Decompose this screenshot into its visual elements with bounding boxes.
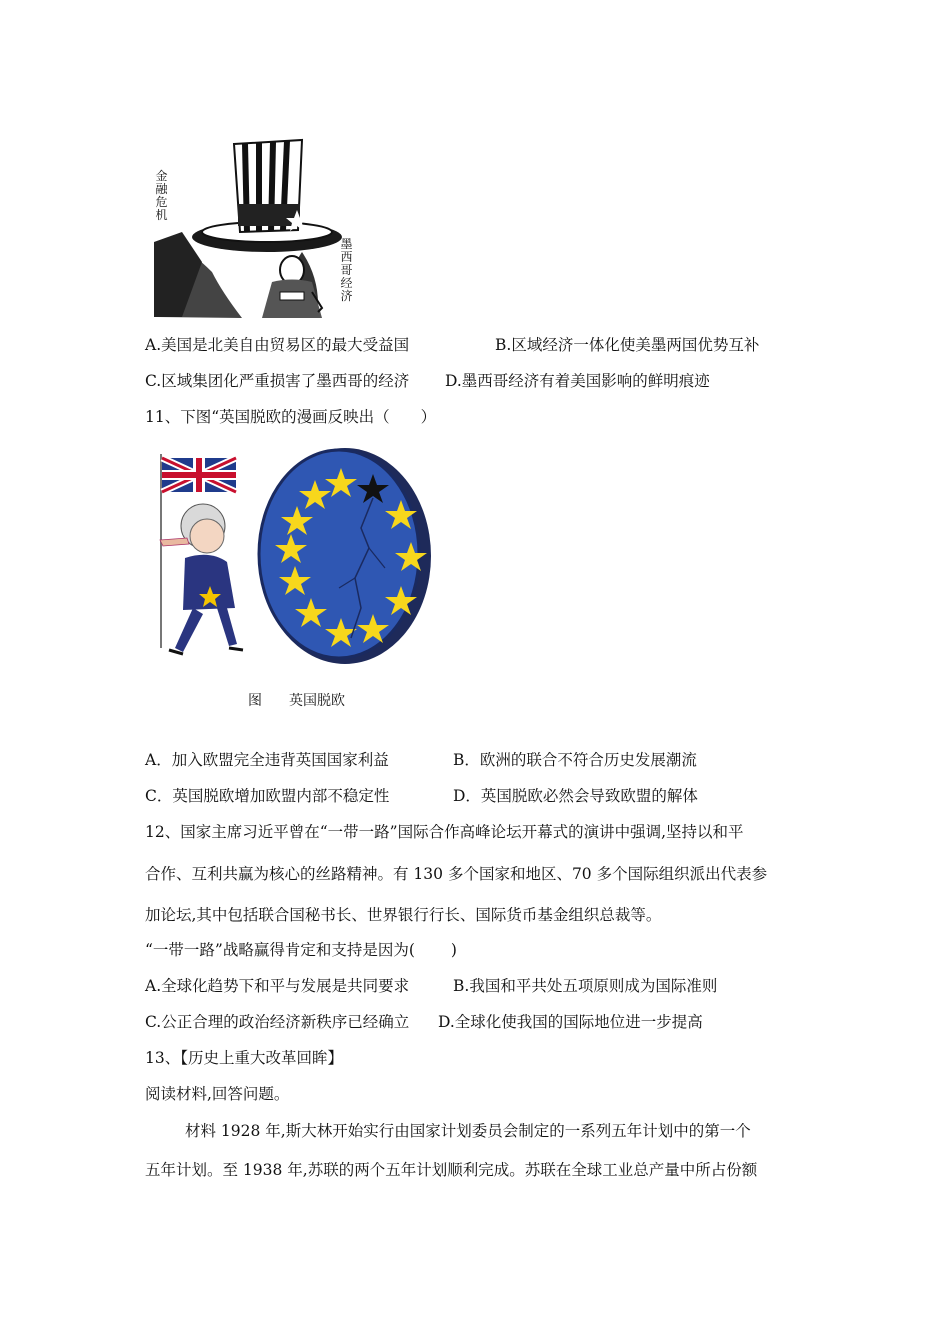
q12-line-3: 加论坛,其中包括联合国秘书长、世界银行行长、国际货币基金组织总裁等。: [145, 906, 662, 924]
q13-instruction: 阅读材料,回答问题。: [145, 1085, 290, 1103]
q12-option-b: B.我国和平共处五项原则成为国际准则: [453, 977, 718, 995]
q12-option-d: D.全球化使我国的国际地位进一步提高: [438, 1013, 703, 1031]
brexit-illustration: [155, 448, 445, 668]
q12-line-1: 12、国家主席习近平曾在“一带一路”国际合作高峰论坛开幕式的演讲中强调,坚持以和平: [145, 823, 744, 841]
q10-option-c: C.区域集团化严重损害了墨西哥的经济: [145, 372, 410, 390]
q13-material-line-2: 五年计划。至 1938 年,苏联的两个五年计划顺利完成。苏联在全球工业总产量中所占份额: [145, 1161, 758, 1179]
q12-option-a: A.全球化趋势下和平与发展是共同要求: [145, 977, 410, 995]
q11-option-a: A．加入欧盟完全违背英国国家利益: [145, 751, 389, 769]
q11-option-c: C．英国脱欧增加欧盟内部不稳定性: [145, 787, 390, 805]
q11-option-b: B．欧洲的联合不符合历史发展潮流: [453, 751, 697, 769]
q13-material-line-1: 材料 1928 年,斯大林开始实行由国家计划委员会制定的一系列五年计划中的第一个: [185, 1122, 751, 1140]
union-jack-flag-icon: [162, 458, 236, 492]
cartoon-right-label: 墨西哥经济: [340, 237, 353, 303]
q10-option-d: D.墨西哥经济有着美国影响的鲜明痕迹: [445, 372, 710, 390]
q12-line-4: “一带一路”战略赢得肯定和支持是因为( ): [145, 941, 457, 959]
q12-line-2: 合作、互利共赢为核心的丝路精神。有 130 多个国家和地区、70 多个国际组织派出代表参: [145, 865, 768, 883]
uncle-sam-hat-illustration: [152, 132, 367, 320]
cartoon-uncle-sam-image: [152, 132, 367, 320]
q10-option-b: B.区域经济一体化使美墨两国优势互补: [495, 336, 760, 354]
q13-heading: 13、【历史上重大改革回眸】: [145, 1049, 343, 1067]
cartoon-left-label: 金融危机: [155, 169, 168, 222]
figure-title: 英国脱欧: [289, 693, 345, 709]
q11-option-d: D．英国脱欧必然会导致欧盟的解体: [453, 787, 698, 805]
q11-stem: 11、下图“英国脱欧的漫画反映出（ ）: [145, 408, 437, 426]
figure-label: 图: [248, 693, 262, 709]
q10-option-a: A.美国是北美自由贸易区的最大受益国: [145, 336, 410, 354]
q12-option-c: C.公正合理的政治经济新秩序已经确立: [145, 1013, 410, 1031]
brexit-cartoon-image: [155, 448, 445, 668]
